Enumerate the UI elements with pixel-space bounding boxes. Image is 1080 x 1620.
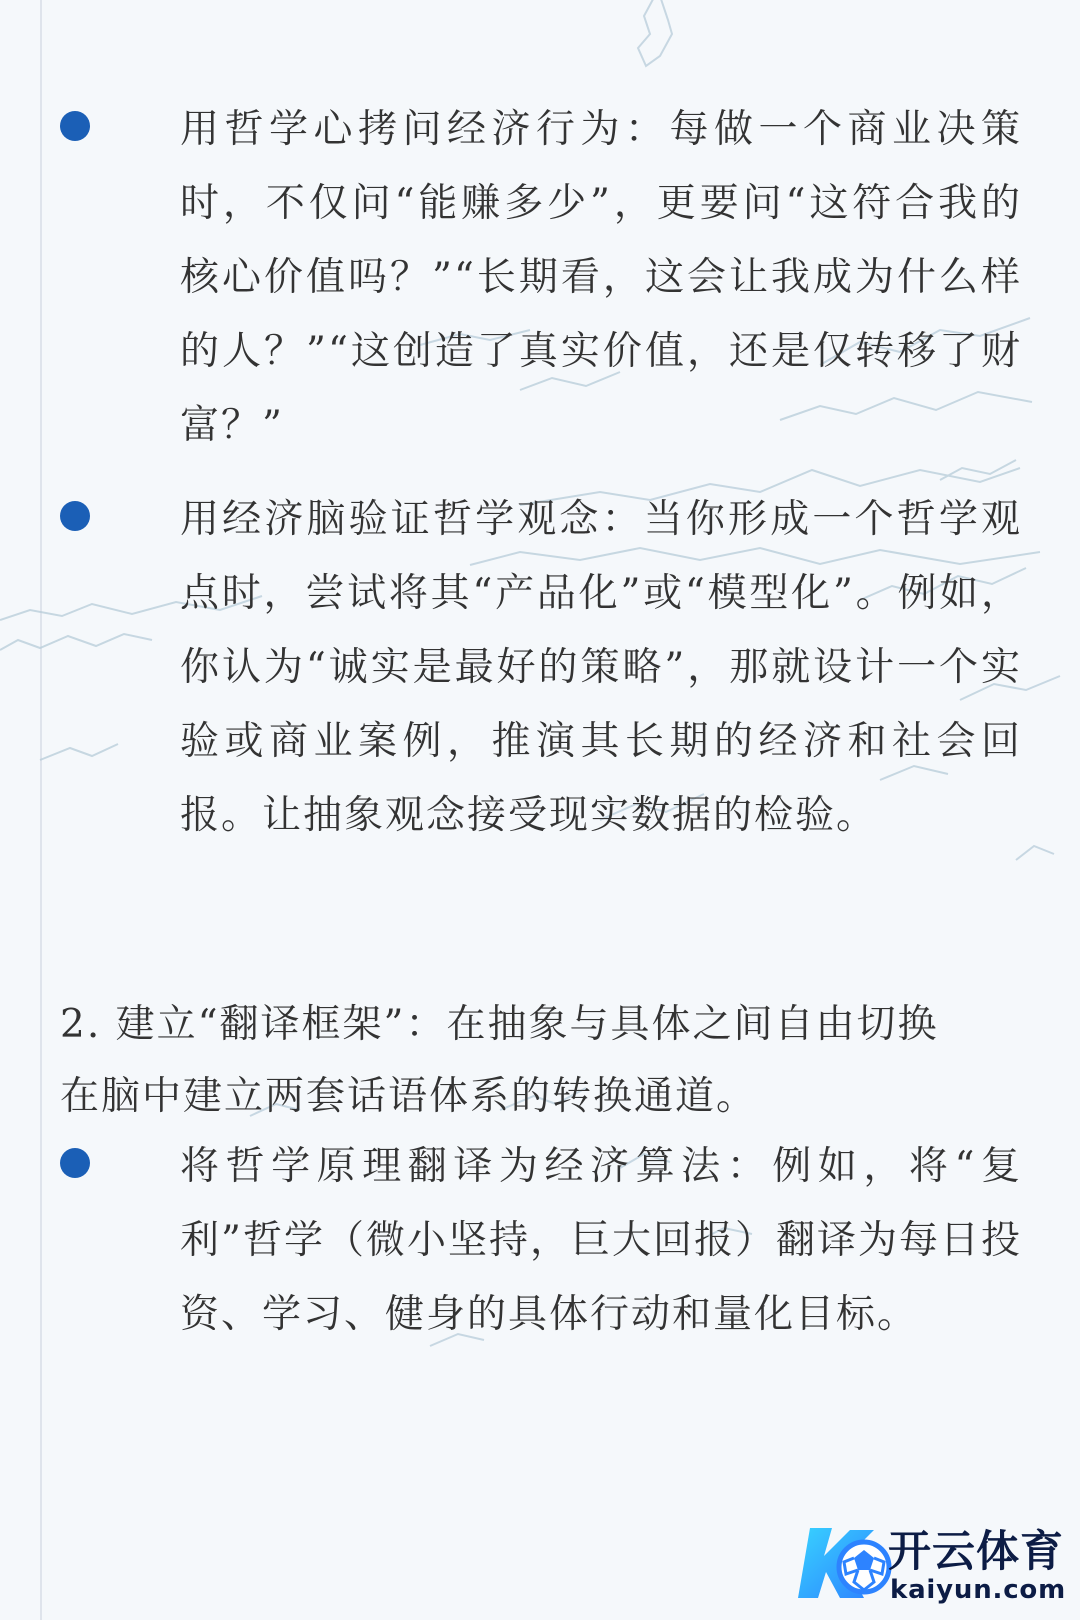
section-paragraph: 在脑中建立两套话语体系的转换通道。 [60,1074,758,1119]
bullet-icon [60,1148,90,1178]
bullet-paragraph: 用经济脑验证哲学观念：当你形成一个哲学观点时，尝试将其“产品化”或“模型化”。例如，你认为“诚实是最好的策略”，那就设计一个实验或商业案例，推演其长期的经济和社会回报。让抽象观念接受现实数据的检验。 [180,497,1022,838]
football-logo-icon [796,1520,894,1608]
bullet-icon [60,111,90,141]
brand-domain: kaiyun.com [890,1575,1066,1605]
bullet-paragraph: 将哲学原理翻译为经济算法：例如，将“复利”哲学（微小坚持，巨大回报）翻译为每日投资、学习、健身的具体行动和量化目标。 [180,1144,1022,1337]
section-heading: 2. 建立“翻译框架”：在抽象与具体之间自由切换 [60,1002,939,1047]
brand-watermark [796,1520,1068,1608]
bullet-paragraph: 用哲学心拷问经济行为：每做一个商业决策时，不仅问“能赚多少”，更要问“这符合我的核心价值吗？”“长期看，这会让我成为什么样的人？”“这创造了真实价值，还是仅转移了财富？” [180,107,1022,448]
bullet-icon [60,501,90,531]
brand-name: 开云体育 [888,1527,1064,1577]
